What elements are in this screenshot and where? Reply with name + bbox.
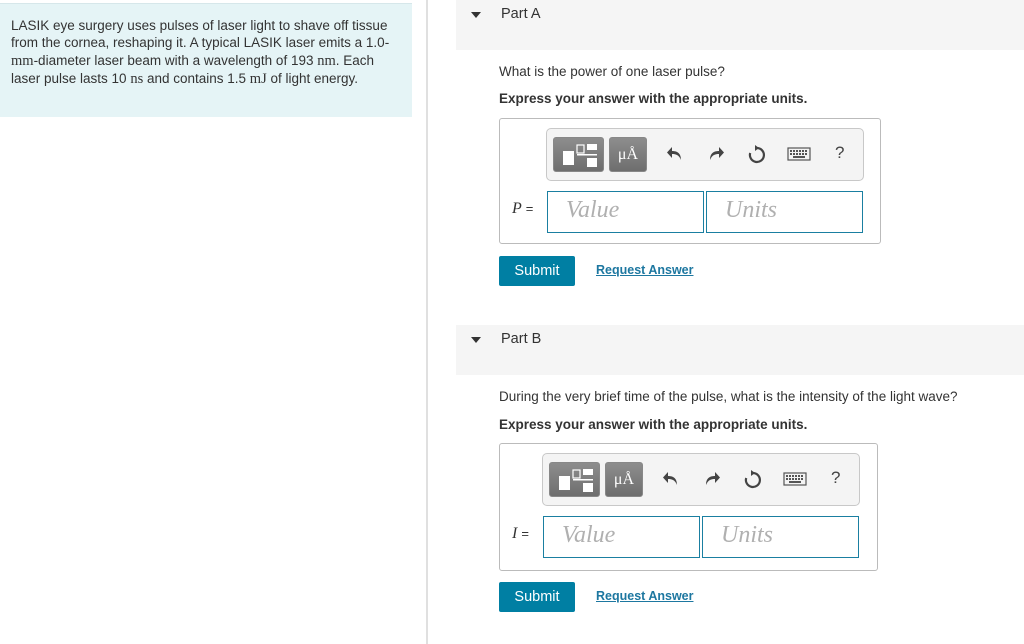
unit-mm: mm: [11, 52, 34, 69]
units-input[interactable]: Units: [706, 191, 863, 233]
keyboard-icon[interactable]: [782, 469, 808, 491]
part-a-title: Part A: [501, 6, 541, 22]
value-input[interactable]: Value: [547, 191, 704, 233]
units-input[interactable]: Units: [702, 516, 859, 558]
equals-sign: =: [525, 201, 534, 216]
problem-statement: [0, 3, 412, 117]
part-b-question: During the very brief time of the pulse, what is the intensity of the light wave?: [499, 389, 958, 404]
collapse-caret-icon[interactable]: [471, 335, 481, 343]
problem-text-2: -diameter laser beam with a wavelength of 193: [33, 52, 318, 68]
redo-icon[interactable]: [700, 469, 724, 491]
part-b-title: Part B: [501, 331, 542, 347]
part-b-request-answer-link[interactable]: Request Answer: [596, 589, 694, 603]
collapse-caret-icon[interactable]: [471, 10, 481, 18]
templates-button[interactable]: [549, 462, 600, 497]
part-a-header[interactable]: [456, 0, 1024, 50]
variable-label: [512, 525, 529, 543]
templates-icon: [554, 138, 605, 173]
reset-icon[interactable]: [745, 144, 769, 166]
part-b-header[interactable]: [456, 325, 1024, 375]
part-a-question: What is the power of one laser pulse?: [499, 64, 725, 79]
variable-symbol: I: [512, 525, 518, 542]
redo-icon[interactable]: [704, 144, 728, 166]
part-b-answer-box: [499, 443, 878, 571]
variable-label: [512, 200, 533, 218]
reset-icon[interactable]: [741, 469, 765, 491]
units-button[interactable]: μÅ: [605, 462, 643, 497]
unit-ns: ns: [130, 71, 144, 88]
problem-text-5: of light energy.: [266, 71, 359, 87]
undo-icon[interactable]: [659, 469, 683, 491]
problem-text-1: LASIK eye surgery uses pulses of laser light to shave off tissue from the cornea, reshaping it. A typical LASIK laser emits a 1.0-: [11, 18, 390, 51]
column-divider: [426, 0, 428, 644]
undo-icon[interactable]: [663, 144, 687, 166]
keyboard-icon[interactable]: [786, 144, 812, 166]
unit-nm: nm: [317, 52, 336, 69]
help-icon[interactable]: ?: [835, 143, 845, 162]
part-b-instruction: Express your answer with the appropriate units.: [499, 417, 808, 432]
value-input[interactable]: Value: [543, 516, 700, 558]
problem-text-3: . Each laser pulse lasts 10: [11, 52, 375, 87]
help-icon[interactable]: ?: [831, 468, 841, 487]
math-toolbar: [546, 128, 864, 181]
templates-icon: [550, 463, 601, 498]
units-button[interactable]: μÅ: [609, 137, 647, 172]
part-a-request-answer-link[interactable]: Request Answer: [596, 263, 694, 277]
problem-text-4: and contains 1.5: [143, 71, 250, 87]
part-b-submit-button[interactable]: Submit: [499, 582, 575, 612]
part-a-submit-button[interactable]: Submit: [499, 256, 575, 286]
equals-sign: =: [521, 526, 529, 541]
templates-button[interactable]: [553, 137, 604, 172]
part-a-instruction: Express your answer with the appropriate units.: [499, 91, 808, 106]
unit-mj: mJ: [249, 71, 267, 88]
math-toolbar: [542, 453, 860, 506]
variable-symbol: P: [512, 200, 522, 217]
part-a-answer-box: [499, 118, 881, 244]
